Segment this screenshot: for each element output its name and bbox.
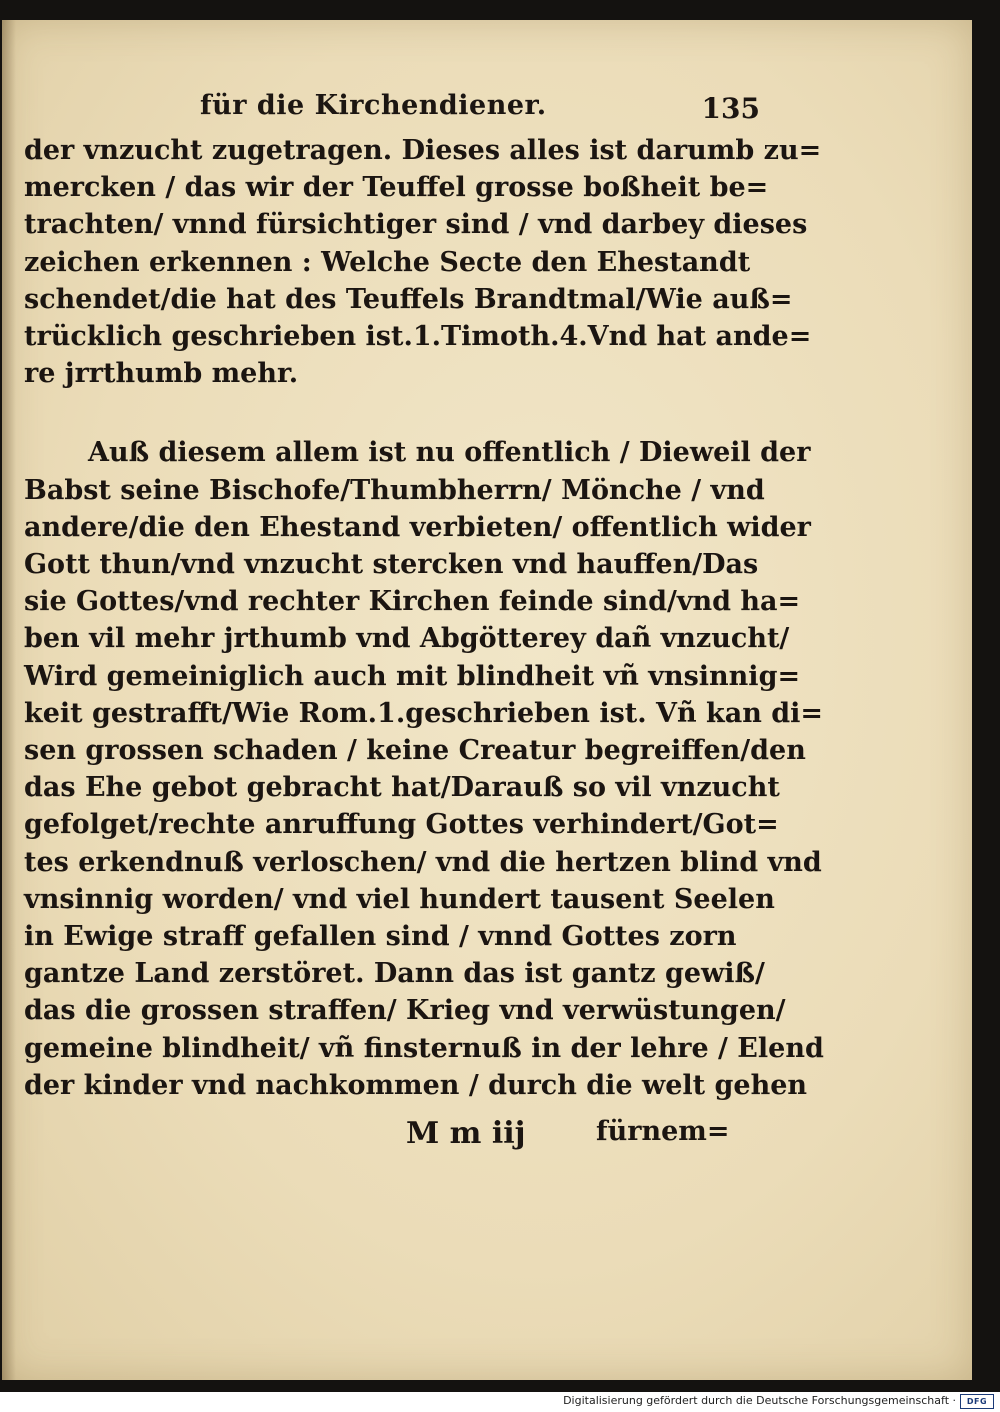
catchline xyxy=(24,1116,744,1156)
dfg-logo-icon xyxy=(960,1394,994,1409)
paragraph-1 xyxy=(24,132,822,392)
text-line: ben vil mehr jrthumb vnd Abgötterey dañ vnzucht/ xyxy=(24,623,790,655)
text-line: das die grossen straffen/ Krieg vnd verwüstungen/ xyxy=(24,995,786,1027)
text-line: andere/die den Ehestand verbieten/ offentlich wider xyxy=(24,511,811,543)
text-line: sen grossen schaden / keine Creatur begreiffen/den xyxy=(24,735,806,767)
text-line: Wird gemeiniglich auch mit blindheit vñ vnsinnig= xyxy=(24,660,801,692)
text-line: gemeine blindheit/ vñ finsternuß in der lehre / Elend xyxy=(24,1032,824,1064)
text-line: in Ewige straff gefallen sind / vnnd Gottes zorn xyxy=(24,921,737,953)
text-line: Babst seine Bischofe/Thumbherrn/ Mönche / vnd xyxy=(24,474,765,506)
text-line: tes erkendnuß verloschen/ vnd die hertzen blind vnd xyxy=(24,846,822,878)
page-header xyxy=(200,90,760,130)
dfg-logo-label: DFG xyxy=(966,1397,988,1406)
footer-bar xyxy=(0,1392,1000,1412)
text-line: gefolget/rechte anruffung Gottes verhindert/Got= xyxy=(24,809,779,841)
text-line: Gott thun/vnd vnzucht stercken vnd hauffen/Das xyxy=(24,549,759,581)
text-line: trücklich geschrieben ist.1.Timoth.4.Vnd hat ande= xyxy=(24,321,812,353)
body-text xyxy=(24,132,824,1104)
catchword: fürnem= xyxy=(596,1116,730,1147)
funding-credit: Digitalisierung gefördert durch die Deutsche Forschungsgemeinschaft · xyxy=(563,1394,956,1407)
page-number: 135 xyxy=(701,92,760,125)
text-line: schendet/die hat des Teuffels Brandtmal/Wie auß= xyxy=(24,283,793,315)
text-line: Auß diesem allem ist nu offentlich / Dieweil der xyxy=(88,437,811,469)
text-line: trachten/ vnnd fürsichtiger sind / vnd darbey dieses xyxy=(24,209,808,241)
text-line: sie Gottes/vnd rechter Kirchen feinde sind/vnd ha= xyxy=(24,586,801,618)
text-line: vnsinnig worden/ vnd viel hundert tausent Seelen xyxy=(24,883,775,915)
text-line: zeichen erkennen : Welche Secte den Ehestandt xyxy=(24,246,751,278)
text-line: gantze Land zerstöret. Dann das ist gantz gewiß/ xyxy=(24,958,765,990)
signature-mark: M m iij xyxy=(406,1116,526,1151)
text-line: der kinder vnd nachkommen / durch die welt gehen xyxy=(24,1069,808,1101)
gutter-shadow xyxy=(2,20,16,1380)
running-head: für die Kirchendiener. xyxy=(200,90,547,121)
text-line: re jrrthumb mehr. xyxy=(24,358,299,390)
text-line: das Ehe gebot gebracht hat/Darauß so vil vnzucht xyxy=(24,772,780,804)
text-line: keit gestrafft/Wie Rom.1.geschrieben ist. Vñ kan di= xyxy=(24,697,824,729)
paragraph-2 xyxy=(24,434,824,1104)
text-line: der vnzucht zugetragen. Dieses alles ist darumb zu= xyxy=(24,135,822,166)
text-line: mercken / das wir der Teuffel grosse boßheit be= xyxy=(24,172,769,204)
